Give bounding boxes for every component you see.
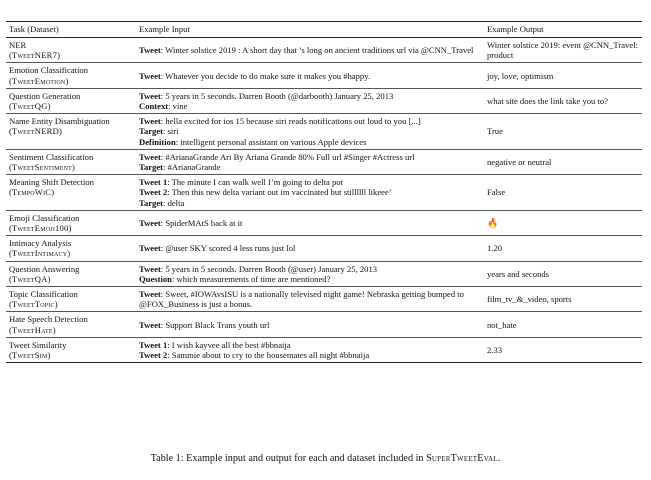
task-name: Emoji Classification	[9, 212, 80, 223]
dataset-name-text: TweetNERD	[11, 126, 59, 137]
input-label: Tweet	[139, 151, 161, 162]
dataset-name-text: TempoWiC	[11, 187, 52, 198]
task-cell	[6, 88, 136, 113]
dataset-name-text: TweetTopic	[11, 299, 55, 310]
fire-emoji-icon: 🔥	[487, 217, 499, 228]
input-text: : Sweet, #IOWAvsISU is a nationally televised night game! Nebraska getting bumped to @FOX_Business is just a bonus.	[139, 289, 464, 310]
example-input-cell	[136, 287, 484, 312]
table-body	[6, 38, 642, 363]
example-output: True	[487, 126, 503, 137]
task-cell	[6, 312, 136, 337]
example-output: 1.20	[487, 243, 503, 254]
dataset-name: (TweetSentiment)	[9, 162, 75, 173]
input-line	[139, 320, 481, 330]
caption-prefix: Table 1: Example input and output for each and dataset included in	[150, 453, 427, 464]
dataset-name-text: TweetSentiment	[11, 162, 73, 173]
example-output: negative or neutral	[487, 156, 552, 167]
input-label: Tweet	[139, 45, 161, 56]
dataset-name: (TweetQA)	[9, 273, 51, 284]
input-text: : Sammie about to cry to the housemates all night #bbnaija	[167, 350, 370, 361]
dataset-name: (TempoWiC)	[9, 187, 55, 198]
table-row	[6, 38, 642, 63]
example-output-cell	[484, 337, 642, 362]
input-text: : #ArianaGrande Ari By Ariana Grande 80% Full url #Singer #Actress url	[160, 151, 415, 162]
dataset-name: (TweetNERD)	[9, 126, 62, 137]
dataset-name-text: TweetNER7	[11, 50, 58, 61]
task-name: NER	[9, 40, 27, 50]
input-label: Tweet	[139, 217, 161, 228]
example-input-cell	[136, 149, 484, 174]
input-line	[139, 243, 481, 253]
dataset-name: (TweetIntimacy)	[9, 248, 71, 259]
input-text: : Whatever you decide to do make sure it makes you #happy.	[160, 70, 371, 81]
input-label: Tweet	[139, 116, 161, 127]
input-line	[139, 126, 481, 136]
task-cell	[6, 38, 136, 63]
task-cell	[6, 114, 136, 150]
dataset-name-text: TweetQG	[11, 101, 48, 112]
example-input-cell	[136, 261, 484, 286]
example-output-cell	[484, 312, 642, 337]
task-cell	[6, 175, 136, 211]
example-output: joy, love, optimism	[487, 70, 554, 81]
dataset-name-text: TweetEmotion	[11, 75, 66, 86]
task-cell	[6, 337, 136, 362]
example-input-cell	[136, 175, 484, 211]
examples-table	[6, 21, 642, 363]
input-line	[139, 177, 481, 187]
table-row	[6, 312, 642, 337]
input-label: Target	[139, 162, 164, 173]
input-label: Tweet 2	[139, 350, 168, 361]
input-text: : Winter solstice 2019 : A short day that ’s long on ancient traditions url via @CNN_Travel	[160, 45, 474, 56]
dataset-name: (TweetQG)	[9, 101, 51, 112]
input-label: Tweet 1	[139, 177, 168, 188]
task-name: Tweet Similarity	[9, 339, 67, 350]
table-row	[6, 149, 642, 174]
table-row	[6, 114, 642, 150]
example-input-cell	[136, 38, 484, 63]
dataset-name: (TweetEmoji100)	[9, 223, 72, 234]
table-row	[6, 210, 642, 235]
dataset-name-text: TweetSim	[11, 350, 48, 361]
table-row	[6, 88, 642, 113]
dataset-name: (TweetSim)	[9, 350, 51, 361]
example-input-cell	[136, 114, 484, 150]
task-name: Topic Classification	[9, 289, 78, 300]
example-input-cell	[136, 210, 484, 235]
dataset-name: (TweetNER7)	[9, 50, 60, 61]
input-label: Context	[139, 101, 169, 112]
example-output: years and seconds	[487, 268, 550, 279]
input-label: Definition	[139, 136, 176, 147]
input-label: Target	[139, 197, 164, 208]
input-text: : hella excited for ios 15 because siri reads notifications out loud to you [...]	[160, 116, 421, 127]
task-cell	[6, 236, 136, 261]
header-task: Task (Dataset)	[6, 22, 136, 38]
table-row	[6, 63, 642, 88]
input-line	[139, 162, 481, 172]
input-text: : 5 years in 5 seconds. Darren Booth (@darbooth) January 25, 2013	[160, 90, 394, 101]
input-text: : The minute I can walk well I’m going to delta pot	[167, 177, 343, 188]
input-line	[139, 101, 481, 111]
table-caption	[0, 453, 651, 464]
input-text: : which measurements of time are mentioned?	[171, 273, 331, 284]
input-line	[139, 71, 481, 81]
example-output-cell	[484, 63, 642, 88]
dataset-name-text: TweetEmoji100	[11, 223, 69, 234]
dataset-name: (TweetTopic)	[9, 299, 58, 310]
input-text: : siri	[163, 126, 179, 137]
input-label: Tweet	[139, 289, 161, 300]
task-name: Intimacy Analysis	[9, 238, 72, 249]
example-output-cell	[484, 287, 642, 312]
example-output: False	[487, 187, 506, 198]
caption-benchmark-name: SuperTweetEval	[426, 453, 498, 464]
input-line	[139, 218, 481, 228]
dataset-name: (TweetEmotion)	[9, 75, 69, 86]
input-line	[139, 152, 481, 162]
example-output-cell	[484, 149, 642, 174]
example-output: film_tv_&_video, sports	[487, 294, 572, 305]
table-header-row	[6, 22, 642, 38]
input-label: Tweet 1	[139, 339, 168, 350]
input-line	[139, 340, 481, 350]
task-name: Emotion Classification	[9, 65, 89, 76]
task-name: Meaning Shift Detection	[9, 177, 94, 188]
header-input: Example Input	[136, 22, 484, 38]
task-name: Name Entity Disambiguation	[9, 116, 110, 127]
example-output: what site does the link take you to?	[487, 95, 609, 106]
input-label: Tweet	[139, 90, 161, 101]
header-output: Example Output	[484, 22, 642, 38]
example-output-cell	[484, 175, 642, 211]
task-name: Hate Speech Detection	[9, 314, 88, 325]
input-text: : #ArianaGrande	[163, 162, 221, 173]
input-text: : Support Black Trans youth url	[160, 319, 270, 330]
task-name: Question Generation	[9, 90, 81, 101]
input-label: Tweet	[139, 70, 161, 81]
task-cell	[6, 63, 136, 88]
input-text: : delta	[163, 197, 185, 208]
task-cell	[6, 149, 136, 174]
example-input-cell	[136, 88, 484, 113]
task-cell	[6, 261, 136, 286]
input-line	[139, 137, 481, 147]
input-label: Tweet	[139, 263, 161, 274]
example-input-cell	[136, 337, 484, 362]
input-text: : 5 years in 5 seconds. Darren Booth (@user) January 25, 2013	[160, 263, 378, 274]
table-row	[6, 337, 642, 362]
input-line	[139, 45, 481, 55]
input-text: : intelligent personal assistant on various Apple devices	[175, 136, 367, 147]
example-input-cell	[136, 63, 484, 88]
dataset-name: (TweetHate)	[9, 324, 56, 335]
input-text: : I wish kayvee all the best #bbnaija	[167, 339, 291, 350]
example-output-cell	[484, 261, 642, 286]
input-label: Target	[139, 126, 164, 137]
input-label: Question	[139, 273, 172, 284]
example-output-cell	[484, 88, 642, 113]
example-input-cell	[136, 236, 484, 261]
example-output: 2.33	[487, 344, 503, 355]
task-cell	[6, 210, 136, 235]
table-row	[6, 261, 642, 286]
table-row	[6, 175, 642, 211]
input-line	[139, 350, 481, 360]
example-output-cell	[484, 114, 642, 150]
input-line	[139, 289, 481, 309]
dataset-name-text: TweetQA	[11, 273, 48, 284]
example-output-cell	[484, 236, 642, 261]
input-line	[139, 198, 481, 208]
table-row	[6, 287, 642, 312]
dataset-name-text: TweetHate	[11, 324, 53, 335]
input-line	[139, 116, 481, 126]
task-name: Question Answering	[9, 263, 80, 274]
caption-suffix: .	[497, 453, 501, 464]
input-label: Tweet	[139, 243, 161, 254]
task-cell	[6, 287, 136, 312]
example-output: Winter solstice 2019: event @CNN_Travel: product	[487, 40, 638, 61]
input-text: : SpiderMAtS back at it	[160, 217, 243, 228]
input-text: : vine	[168, 101, 188, 112]
input-label: Tweet 2	[139, 187, 168, 198]
input-text: : @user SKY scored 4 less runs just lol	[160, 243, 296, 254]
input-line	[139, 264, 481, 274]
example-output-cell	[484, 38, 642, 63]
dataset-name-text: TweetIntimacy	[11, 248, 68, 259]
example-input-cell	[136, 312, 484, 337]
input-line	[139, 91, 481, 101]
input-text: : Then this new delta variant out im vaccinated but stillllll likeee’	[167, 187, 392, 198]
input-line	[139, 274, 481, 284]
example-output-cell	[484, 210, 642, 235]
input-label: Tweet	[139, 319, 161, 330]
input-line	[139, 187, 481, 197]
task-name: Sentiment Classification	[9, 151, 94, 162]
table-row	[6, 236, 642, 261]
example-output: not_hate	[487, 319, 517, 330]
